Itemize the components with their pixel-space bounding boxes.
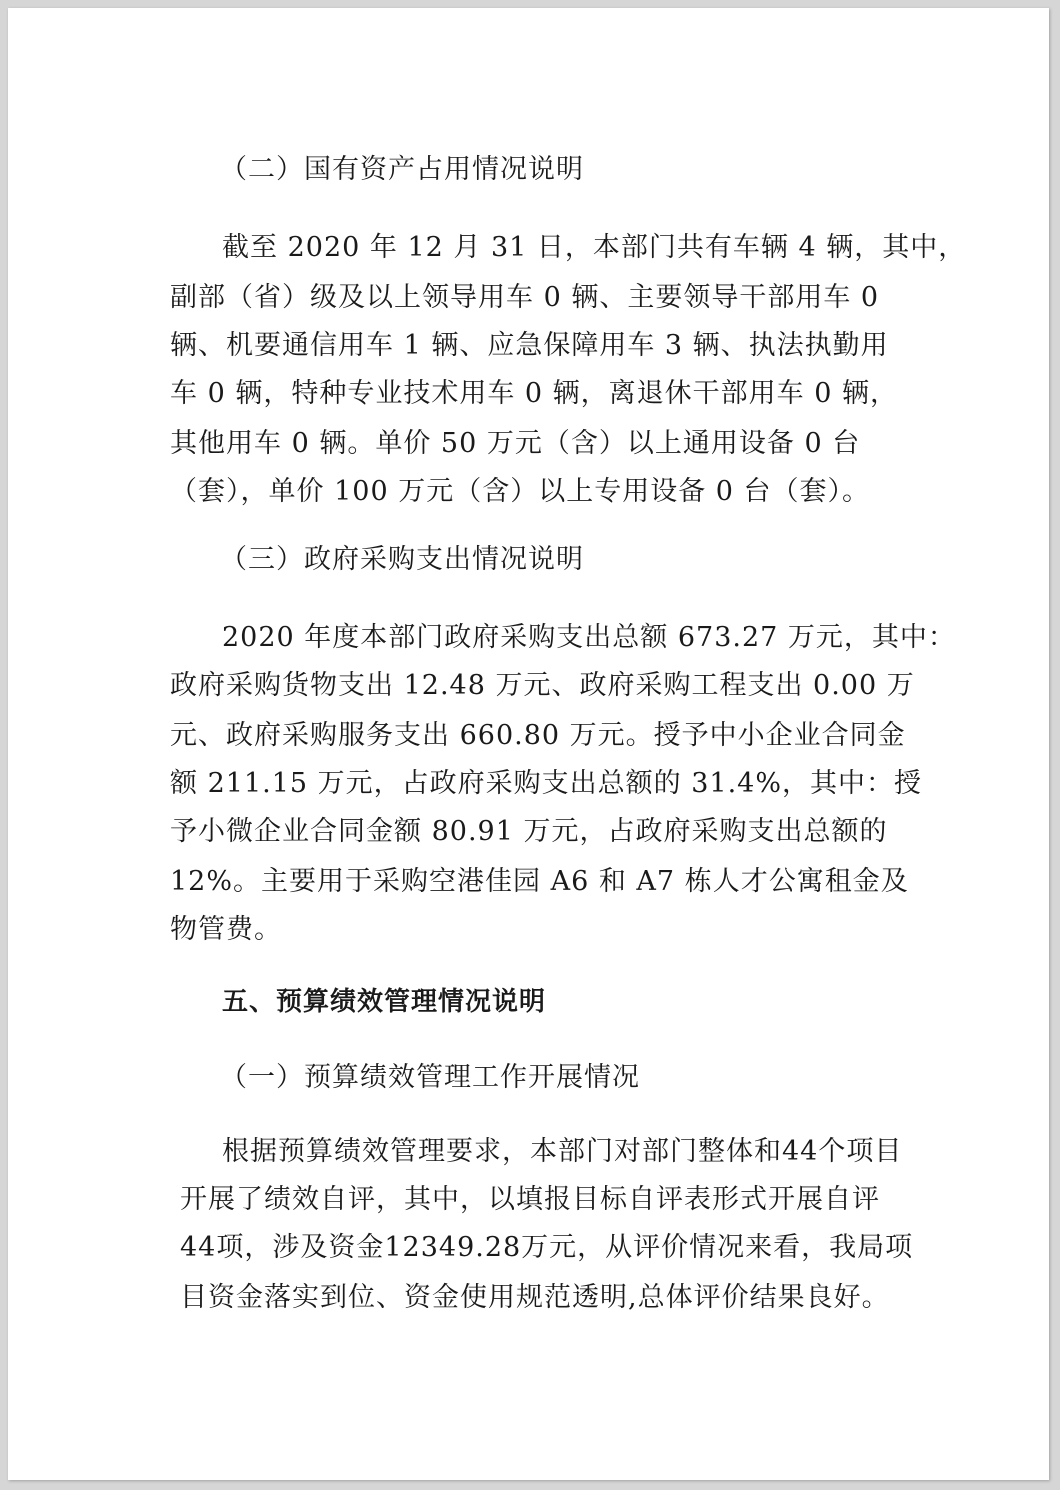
paragraph-line: 根据预算绩效管理要求，本部门对部门整体和44个项目 bbox=[222, 1136, 903, 1167]
chapter-heading-budget-performance: 五、预算绩效管理情况说明 bbox=[222, 987, 547, 1017]
document-page bbox=[8, 8, 1049, 1480]
paragraph-line: 目资金落实到位、资金使用规范透明,总体评价结果良好。 bbox=[180, 1282, 890, 1313]
paragraph-line: 12%。主要用于采购空港佳园 A6 和 A7 栋人才公寓租金及 bbox=[170, 866, 909, 897]
paragraph-line: 开展了绩效自评，其中，以填报目标自评表形式开展自评 bbox=[180, 1184, 880, 1215]
paragraph-line: 物管费。 bbox=[170, 914, 282, 945]
paragraph-line: 副部（省）级及以上领导用车 0 辆、主要领导干部用车 0 bbox=[170, 282, 880, 313]
paragraph-line: 元、政府采购服务支出 660.80 万元。授予中小企业合同金 bbox=[170, 720, 906, 751]
paragraph-line: 额 211.15 万元，占政府采购支出总额的 31.4%，其中：授 bbox=[170, 768, 922, 799]
paragraph-line: 予小微企业合同金额 80.91 万元，占政府采购支出总额的 bbox=[170, 816, 888, 847]
paragraph-line: 车 0 辆，特种专业技术用车 0 辆，离退休干部用车 0 辆， bbox=[170, 378, 899, 409]
paragraph-line: 截至 2020 年 12 月 31 日，本部门共有车辆 4 辆，其中， bbox=[222, 232, 967, 263]
sub-heading-performance-work: （一）预算绩效管理工作开展情况 bbox=[220, 1062, 640, 1093]
paragraph-line: 44项，涉及资金12349.28万元，从评价情况来看，我局项 bbox=[180, 1232, 914, 1263]
paragraph-line: 2020 年度本部门政府采购支出总额 673.27 万元，其中： bbox=[222, 622, 956, 653]
section-heading-state-assets: （二）国有资产占用情况说明 bbox=[220, 154, 584, 185]
paragraph-line: 政府采购货物支出 12.48 万元、政府采购工程支出 0.00 万 bbox=[170, 670, 915, 701]
paragraph-line: （套），单价 100 万元（含）以上专用设备 0 台（套）。 bbox=[170, 476, 871, 507]
paragraph-line: 辆、机要通信用车 1 辆、应急保障用车 3 辆、执法执勤用 bbox=[170, 330, 889, 361]
section-heading-government-procurement: （三）政府采购支出情况说明 bbox=[220, 544, 584, 575]
paragraph-line: 其他用车 0 辆。单价 50 万元（含）以上通用设备 0 台 bbox=[170, 428, 861, 459]
